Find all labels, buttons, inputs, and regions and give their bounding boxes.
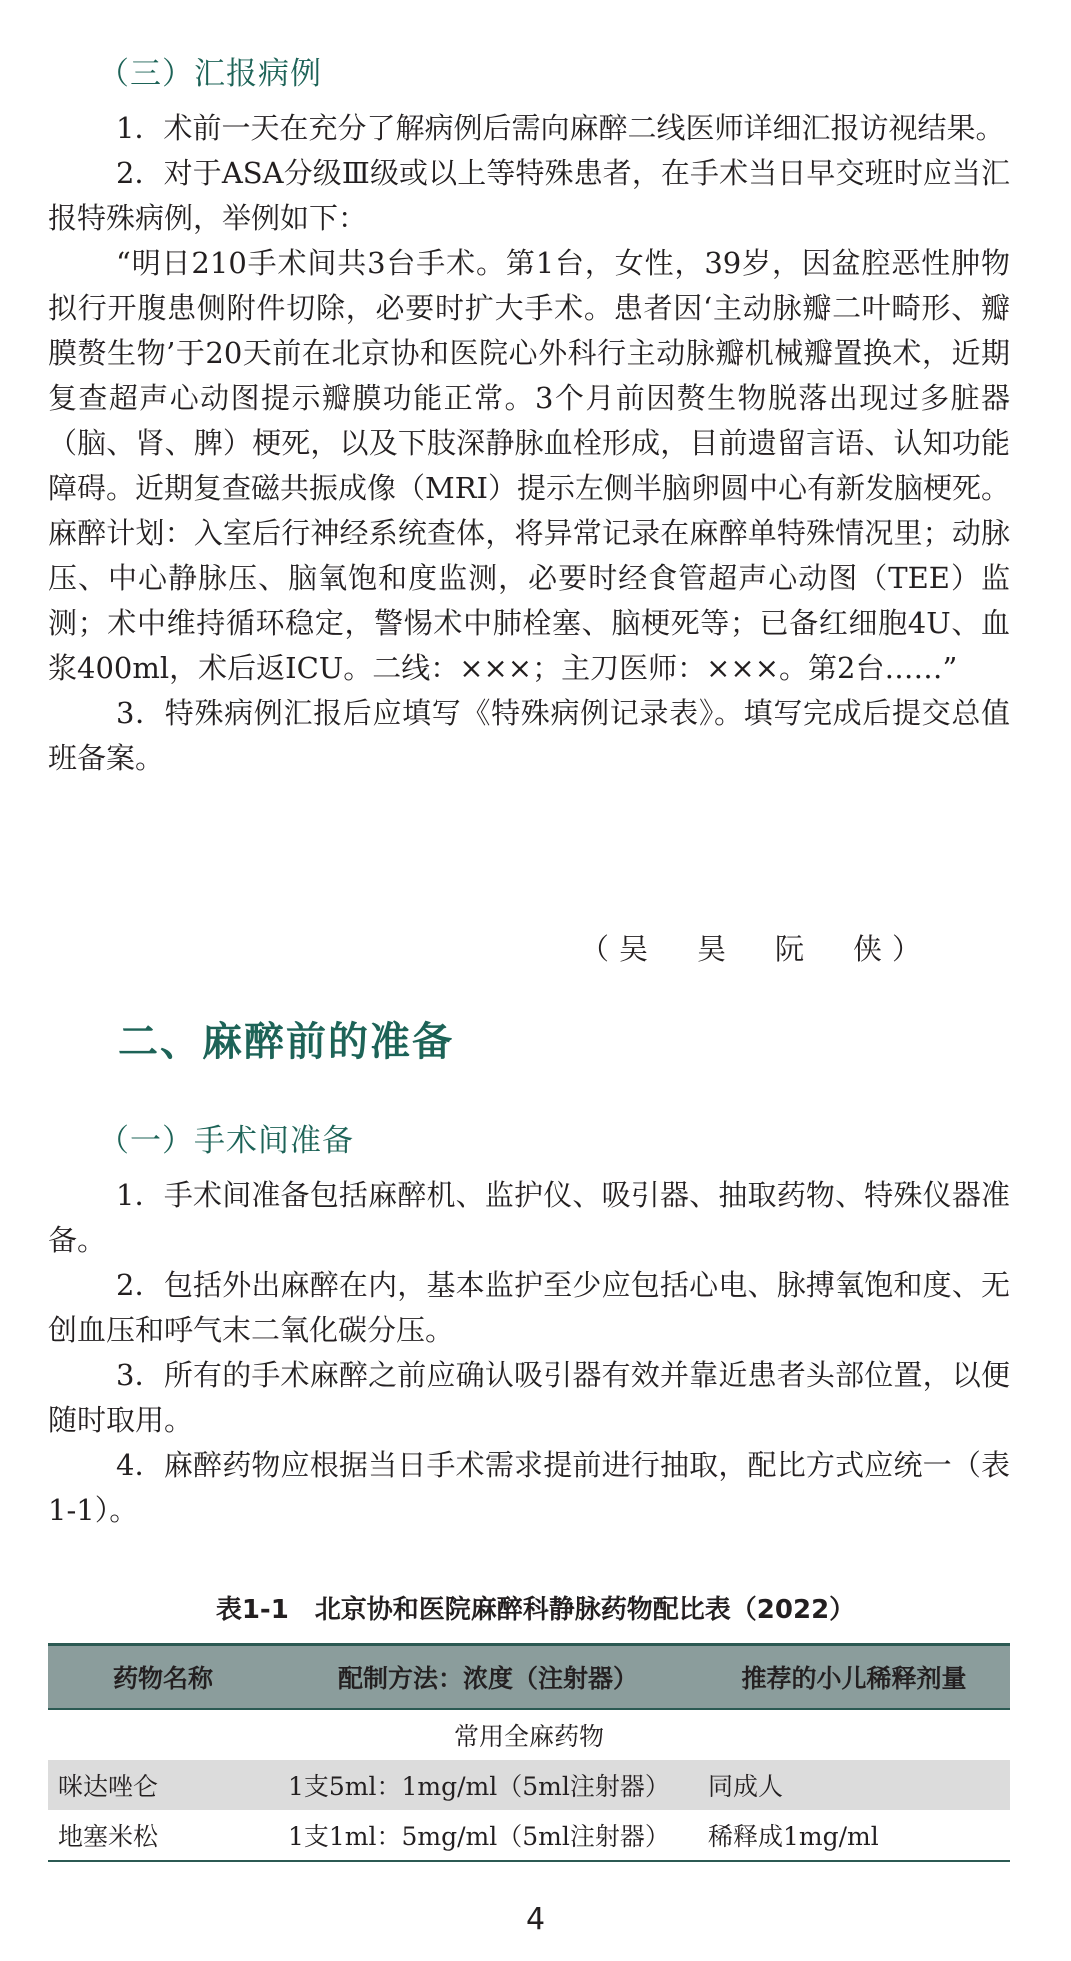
section-heading-report-cases: （三）汇报病例 [98, 56, 322, 92]
paragraph: 3．所有的手术麻醉之前应确认吸引器有效并靠近患者头部位置，以便随时取用。 [48, 1358, 1010, 1437]
table-row [48, 1760, 1010, 1810]
section3-body [48, 106, 1010, 781]
preparation-cell: 1支5ml：1mg/ml（5ml注射器） [288, 1772, 670, 1801]
chapter-heading: 二、麻醉前的准备 [118, 1018, 454, 1065]
paragraph: 1．手术间准备包括麻醉机、监护仪、吸引器、抽取药物、特殊仪器准备。 [48, 1178, 1010, 1257]
table-row [48, 1810, 1010, 1861]
column-header-drug-name: 药物名称 [112, 1664, 213, 1693]
column-header-pediatric-dose: 推荐的小儿稀释剂量 [741, 1664, 967, 1693]
paragraph: 2．对于ASA分级Ⅲ级或以上等特殊患者，在手术当日早交班时应当汇报特殊病例，举例如下： [48, 156, 1010, 235]
paragraph: “明日210手术间共3台手术。第1台，女性，39岁，因盆腔恶性肿物拟行开腹患侧附件切除，必要时扩大手术。患者因‘主动脉瓣二叶畸形、瓣膜赘生物’于20天前在北京协和医院心外科行主动脉瓣机械瓣置换术，近期复查超声心动图提示瓣膜功能正常。3个月前因赘生物脱落出现过多脏器（脑、肾、脾）梗死，以及下肢深静脉血栓形成，目前遗留言语、认知功能障碍。近期复查磁共振成像（MRI）提示左侧半脑卵圆中心有新发脑梗死。麻醉计划：入室后行神经系统查体，将异常记录在麻醉单特殊情况里；动脉压、中心静脉压、脑氧饱和度监测，必要时经食管超声心动图（TEE）监测；术中维持循环稳定，警惕术中肺栓塞、脑梗死等；已备红细胞4U、血浆400ml，术后返ICU。二线：×××；主刀医师：×××。第2台……” [48, 246, 1010, 685]
table-caption: 表1-1 北京协和医院麻醉科静脉药物配比表（2022） [215, 1595, 856, 1625]
paragraph: 2．包括外出麻醉在内，基本监护至少应包括心电、脉搏氧饱和度、无创血压和呼气末二氧化碳分压。 [48, 1268, 1010, 1347]
drug-name-cell: 地塞米松 [58, 1822, 159, 1851]
preparation-cell: 1支1ml：5mg/ml（5ml注射器） [288, 1822, 670, 1851]
table-header-row [48, 1645, 1010, 1710]
section-heading-or-preparation: （一）手术间准备 [98, 1123, 354, 1159]
drug-ratio-table [48, 1643, 1010, 1862]
column-header-preparation: 配制方法：浓度（注射器） [337, 1664, 638, 1693]
drug-name-cell: 咪达唑仑 [58, 1772, 159, 1801]
pediatric-dose-cell: 稀释成1mg/ml [708, 1822, 879, 1851]
table-section-label: 常用全麻药物 [453, 1722, 604, 1751]
pediatric-dose-cell: 同成人 [708, 1772, 784, 1801]
page-number: 4 [525, 1902, 546, 1937]
table-section-row [48, 1709, 1010, 1760]
section1-body [48, 1173, 1010, 1533]
paragraph: 1．术前一天在充分了解病例后需向麻醉二线医师详细汇报访视结果。 [116, 111, 1005, 145]
author-credit: （吴 昊 阮 侠） [579, 932, 931, 966]
paragraph: 4．麻醉药物应根据当日手术需求提前进行抽取，配比方式应统一（表1-1）。 [48, 1448, 1010, 1527]
paragraph: 3．特殊病例汇报后应填写《特殊病例记录表》。填写完成后提交总值班备案。 [48, 696, 1010, 775]
